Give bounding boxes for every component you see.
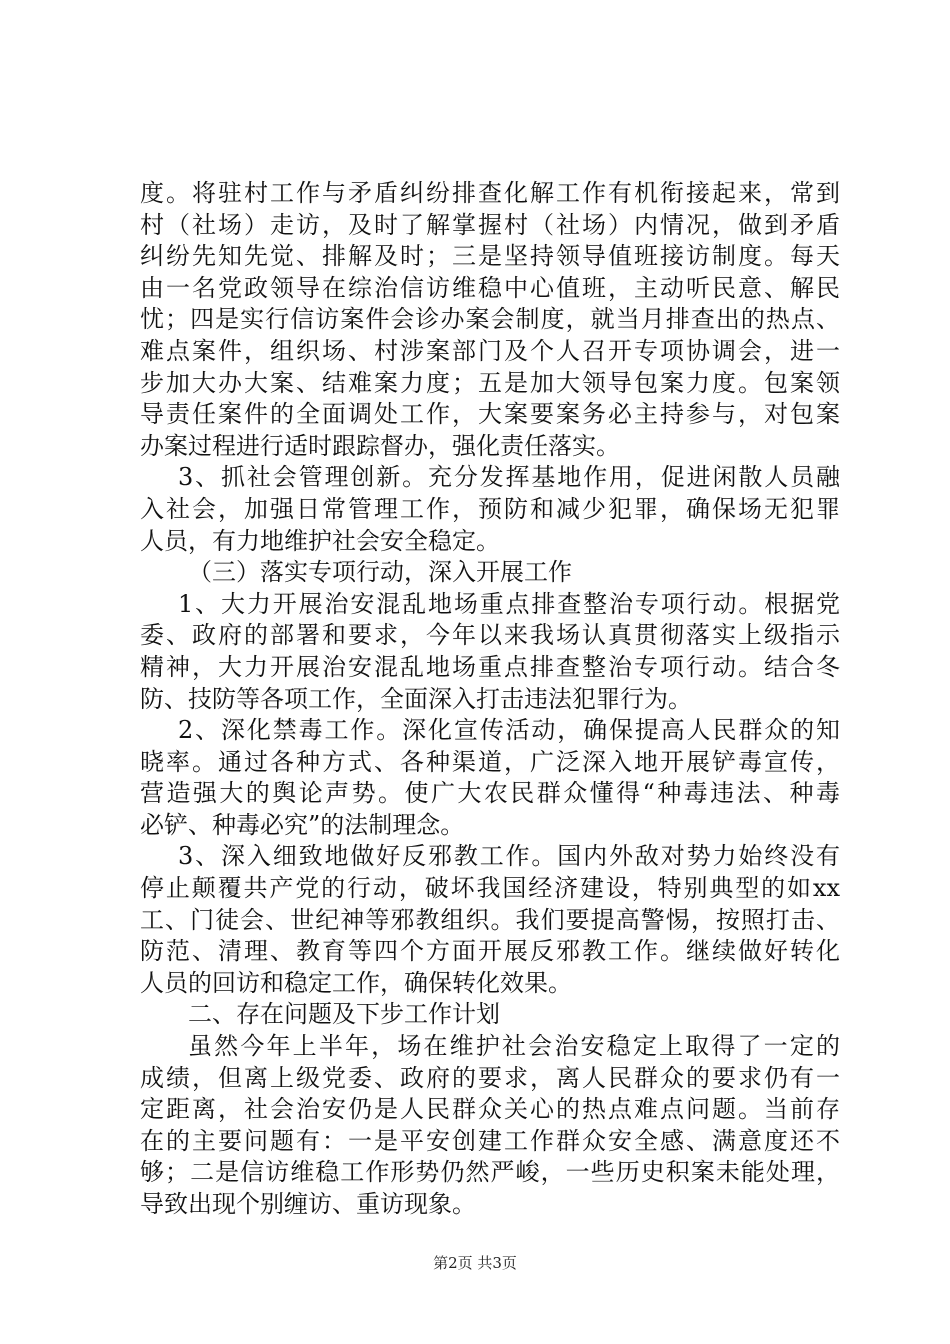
text-line: 在的主要问题有：一是平安创建工作群众安全感、满意度还不 <box>140 1126 840 1155</box>
text-line: 成绩，但离上级党委、政府的要求，离人民群众的要求仍有一 <box>140 1063 840 1092</box>
text-line: 步加大办大案、结难案力度；五是加大领导包案力度。包案领 <box>140 368 840 397</box>
text-line: 精神，大力开展治安混乱地场重点排查整治专项行动。结合冬 <box>140 652 840 681</box>
section-heading: （三）落实专项行动，深入开展工作 <box>188 558 572 587</box>
text-line: 定距离，社会治安仍是人民群众关心的热点难点问题。当前存 <box>140 1095 840 1124</box>
text-line: 必铲、种毒必究”的法制理念。 <box>140 810 465 839</box>
text-line: 晓率。通过各种方式、各种渠道，广泛深入地开展铲毒宣传， <box>140 747 840 776</box>
text-line: 虽然今年上半年，场在维护社会治安稳定上取得了一定的 <box>188 1032 840 1061</box>
text-line: 入社会，加强日常管理工作，预防和减少犯罪，确保场无犯罪 <box>140 494 840 523</box>
text-line: 营造强大的舆论声势。使广大农民群众懂得“种毒违法、种毒 <box>140 779 840 808</box>
text-line: 导致出现个别缠访、重访现象。 <box>140 1190 476 1218</box>
text-line: 防范、清理、教育等四个方面开展反邪教工作。继续做好转化 <box>140 937 840 966</box>
text-line: 办案过程进行适时跟踪督办，强化责任落实。 <box>140 431 620 460</box>
text-line: 委、政府的部署和要求，今年以来我场认真贯彻落实上级指示 <box>140 621 840 650</box>
text-line: 防、技防等各项工作，全面深入打击违法犯罪行为。 <box>140 684 692 713</box>
text-line: 忧；四是实行信访案件会诊办案会制度，就当月排查出的热点、 <box>140 305 840 334</box>
text-line: 1、大力开展治安混乱地场重点排查整治专项行动。根据党 <box>178 589 840 618</box>
text-line: 度。将驻村工作与矛盾纠纷排查化解工作有机衔接起来，常到 <box>140 179 840 207</box>
text-line: 人员的回访和稳定工作，确保转化效果。 <box>140 968 572 997</box>
text-line: 够；二是信访维稳工作形势仍然严峻，一些历史积案未能处理， <box>140 1158 840 1187</box>
text-line: 纠纷先知先觉、排解及时；三是坚持领导值班接访制度。每天 <box>140 242 840 271</box>
text-line: 2、深化禁毒工作。深化宣传活动，确保提高人民群众的知 <box>178 716 840 745</box>
text-line: 难点案件，组织场、村涉案部门及个人召开专项协调会，进一 <box>140 336 840 365</box>
text-line: 3、深入细致地做好反邪教工作。国内外敌对势力始终没有 <box>178 842 840 871</box>
text-line: 停止颠覆共产党的行动，破坏我国经济建设，特别典型的如xx <box>140 874 840 903</box>
text-line: 人员，有力地维护社会安全稳定。 <box>140 526 500 555</box>
text-line: 导责任案件的全面调处工作，大案要案务必主持参与，对包案 <box>140 400 840 429</box>
section-heading: 二、存在问题及下步工作计划 <box>188 1000 500 1029</box>
document-body <box>140 178 840 1221</box>
text-line: 由一名党政领导在综治信访维稳中心值班，主动听民意、解民 <box>140 273 840 302</box>
text-line: 村（社场）走访，及时了解掌握村（社场）内情况，做到矛盾 <box>140 210 840 239</box>
text-line: 3、抓社会管理创新。充分发挥基地作用，促进闲散人员融 <box>178 463 840 492</box>
text-line: 工、门徒会、世纪神等邪教组织。我们要提高警惕，按照打击、 <box>140 905 840 934</box>
page-number-footer: 第2页 共3页 <box>433 1254 517 1272</box>
